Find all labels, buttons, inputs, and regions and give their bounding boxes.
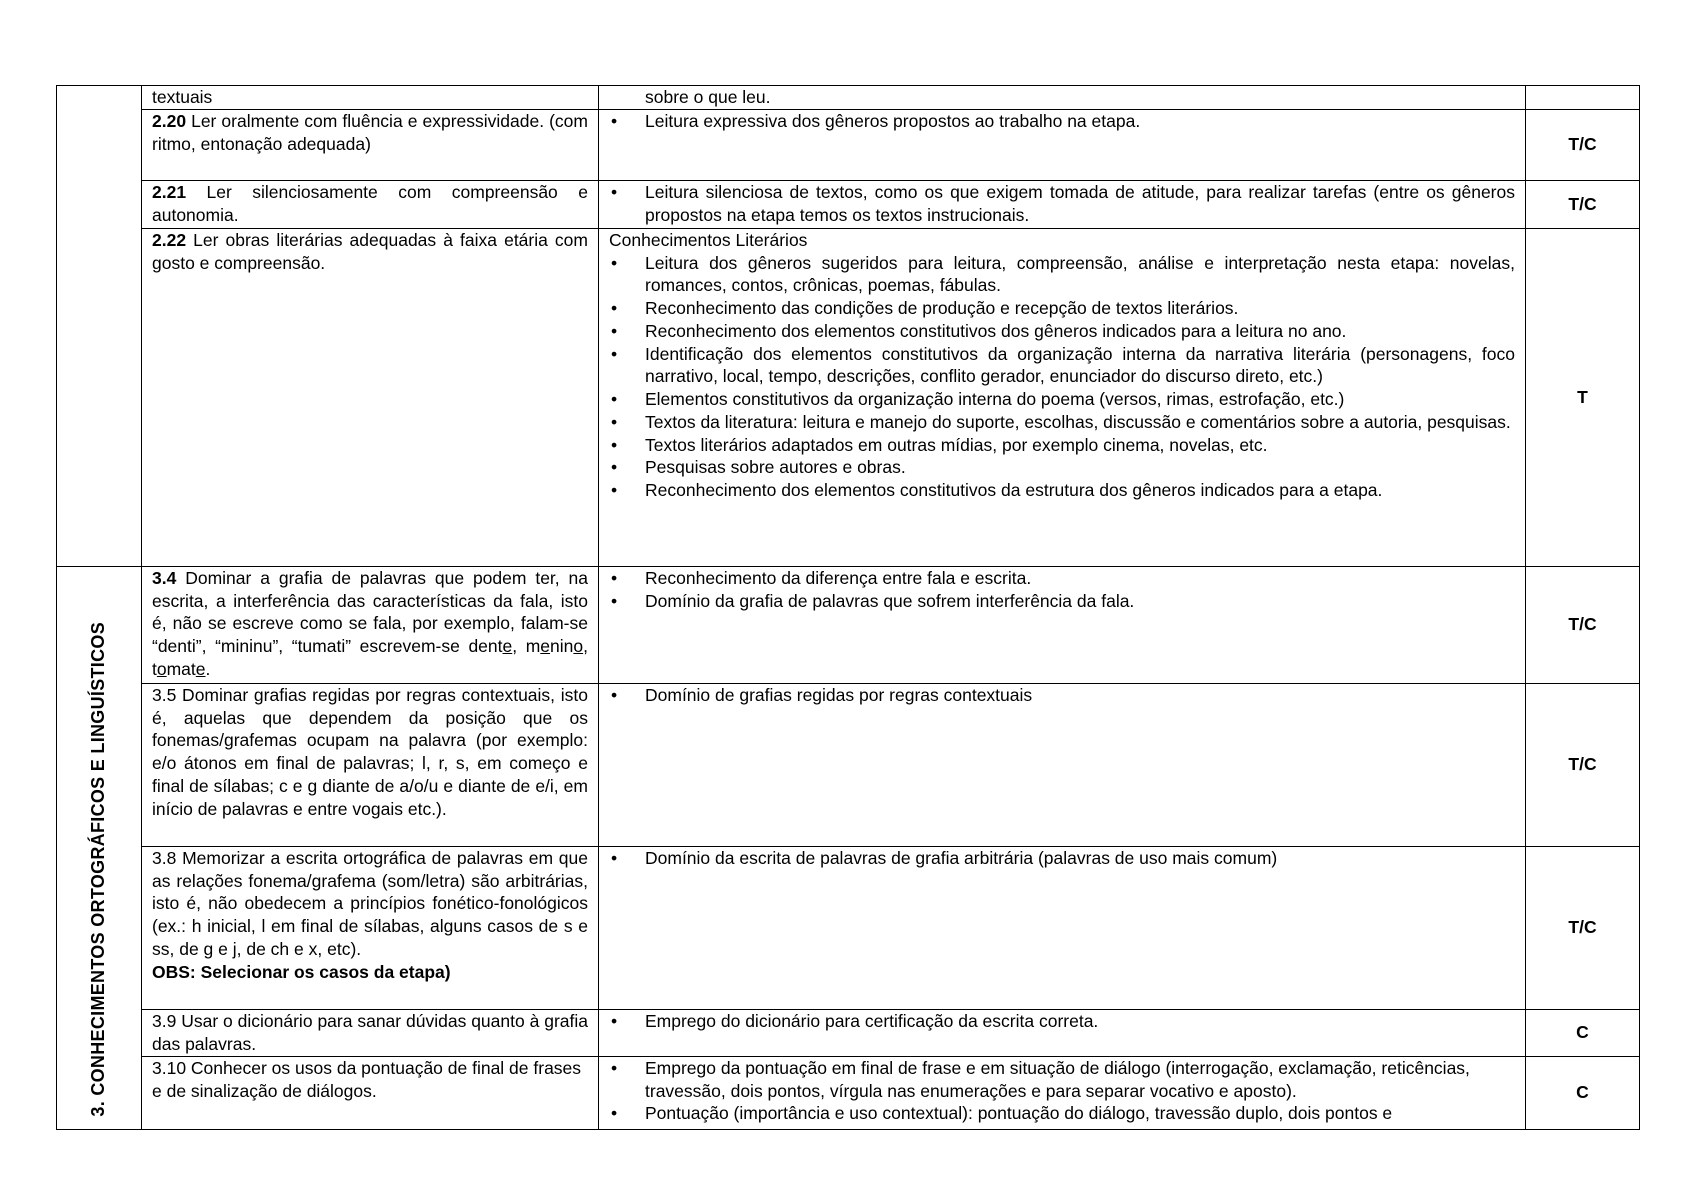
knowledge-cell [599, 228, 1526, 566]
ability-cell [142, 1009, 599, 1056]
level-cell [1526, 683, 1640, 846]
list-item: • Domínio da grafia de palavras que sofrem interferência da fala. [609, 590, 1515, 613]
knowledge-cell [599, 566, 1526, 683]
ability-cell [142, 86, 599, 110]
table-row [57, 846, 1640, 1009]
curriculum-table [56, 85, 1640, 1130]
list-item: • Domínio de grafias regidas por regras contextuais [609, 684, 1515, 707]
knowledge-list [609, 847, 1515, 870]
level-cell [1526, 109, 1640, 180]
list-item: • Identificação dos elementos constitutivos da organização interna da narrativa literária (personagens, foco narrativo, local, tempo, descrições, conflito gerador, enunciador do discurso direto, etc.) [609, 343, 1515, 389]
list-item: • Textos literários adaptados em outras mídias, por exemplo cinema, novelas, etc. [609, 434, 1515, 457]
level-cell [1526, 1056, 1640, 1129]
level-text: T/C [1568, 754, 1597, 775]
list-item: • Elementos constitutivos da organização interna do poema (versos, rimas, estrofação, etc.) [609, 388, 1515, 411]
underlined-letter: o [573, 636, 584, 656]
knowledge-list [609, 252, 1515, 502]
list-item: • Emprego da pontuação em final de frase e em situação de diálogo (interrogação, exclamação, reticências, travessão, dois pontos, vírgula nas enumerações e para separar vocativo e aposto). [609, 1057, 1515, 1103]
ability-text: 3.9 Usar o dicionário para sanar dúvidas quanto à grafia das palavras. [152, 1010, 588, 1054]
ability-cell [142, 683, 599, 846]
section-label: 3. CONHECIMENTOS ORTOGRÁFICOS E LINGUÍSTICOS [88, 622, 109, 1117]
list-item: • Emprego do dicionário para certificação da escrita correta. [609, 1010, 1515, 1033]
knowledge-cell [599, 683, 1526, 846]
word-fragment: dent [468, 636, 503, 656]
ability-cell [142, 228, 599, 566]
word-fragment: , t [152, 636, 588, 679]
ability-text: 3.5 Dominar grafias regidas por regras contextuais, isto é, aquelas que dependem da posição que os fonemas/grafemas ocupam na palavra (por exemplo: e/o átonos em final de palavras; l, r, s, em começo e final de sílabas; c e g diante de a/o/u e diante de e/i, em início de palavras e entre vogais etc.). [152, 684, 588, 819]
level-text: T/C [1568, 193, 1597, 214]
knowledge-list [609, 181, 1515, 227]
table-row [57, 683, 1640, 846]
table-row [57, 180, 1640, 228]
list-item: • Reconhecimento dos elementos constitutivos dos gêneros indicados para a leitura no ano. [609, 320, 1515, 343]
table-row [57, 228, 1640, 566]
table-row [57, 1056, 1640, 1129]
level-text: T/C [1568, 614, 1597, 635]
word-fragment: mat [166, 658, 196, 679]
obs-note: OBS: Selecionar os casos da etapa) [152, 961, 451, 982]
level-cell [1526, 228, 1640, 566]
list-item: • Textos da literatura: leitura e manejo do suporte, escolhas, discussão e comentários sobre a autoria, pesquisas. [609, 411, 1515, 434]
underlined-letter: e [502, 636, 513, 656]
section-label-cell [57, 566, 142, 1129]
level-text: C [1576, 1022, 1589, 1043]
ability-text: 3.8 Memorizar a escrita ortográfica de palavras em que as relações fonema/grafema (som/letra) são arbitrárias, isto é, não obedecem a princípios fonético-fonológicos (ex.: h inicial, l em final de sílabas, alguns casos de s e ss, de g e j, de ch e x, etc). [152, 847, 588, 959]
knowledge-cell [599, 846, 1526, 1009]
list-item: • Pesquisas sobre autores e obras. [609, 456, 1515, 479]
list-item: • Leitura silenciosa de textos, como os que exigem tomada de atitude, para realizar tarefas (entre os gêneros propostos na etapa temos os textos instrucionais. [609, 181, 1515, 227]
ability-cell [142, 1056, 599, 1129]
underlined-letter: o [156, 658, 167, 679]
knowledge-cell [599, 1009, 1526, 1056]
table-row [57, 109, 1640, 180]
list-item: • Reconhecimento dos elementos constitutivos da estrutura dos gêneros indicados para a etapa. [609, 479, 1515, 502]
knowledge-list [609, 1010, 1515, 1033]
level-cell [1526, 1009, 1640, 1056]
word-fragment: . [205, 658, 211, 679]
list-item: • Leitura expressiva dos gêneros propostos ao trabalho na etapa. [609, 110, 1515, 133]
ability-cell [142, 180, 599, 228]
section-cell-empty [57, 86, 142, 567]
underlined-letter: e [195, 658, 206, 679]
ability-code: 2.22 [152, 229, 187, 250]
ability-text: textuais [152, 87, 213, 107]
ability-code: 2.21 [152, 181, 187, 202]
level-cell [1526, 86, 1640, 110]
ability-cell [142, 566, 599, 683]
knowledge-list [609, 110, 1515, 133]
knowledge-list [609, 567, 1515, 613]
ability-text: Ler silenciosamente com compreensão e autonomia. [152, 181, 588, 225]
level-cell [1526, 846, 1640, 1009]
knowledge-cell [599, 109, 1526, 180]
ability-cell [142, 109, 599, 180]
ability-text: Ler oralmente com fluência e expressividade. (com ritmo, entonação adequada) [152, 110, 588, 154]
list-item: • Reconhecimento da diferença entre fala e escrita. [609, 567, 1515, 590]
word-fragment: nin [550, 636, 574, 656]
knowledge-text: sobre o que leu. [645, 87, 771, 107]
list-item: • Leitura dos gêneros sugeridos para leitura, compreensão, análise e interpretação nesta etapa: novelas, romances, contos, crônicas, poemas, fábulas. [609, 252, 1515, 298]
list-item: • Pontuação (importância e uso contextual): pontuação do diálogo, travessão duplo, dois pontos e [609, 1102, 1515, 1125]
knowledge-heading: Conhecimentos Literários [609, 229, 808, 250]
level-text: T [1577, 386, 1588, 407]
level-cell [1526, 566, 1640, 683]
table-row [57, 566, 1640, 683]
level-text: T/C [1568, 917, 1597, 938]
knowledge-cell [599, 1056, 1526, 1129]
knowledge-list [609, 684, 1515, 707]
knowledge-list [609, 1057, 1515, 1125]
word-fragment: , m [512, 636, 541, 656]
table-row [57, 1009, 1640, 1056]
level-text: C [1576, 1082, 1589, 1103]
level-text: T/C [1568, 134, 1597, 155]
ability-text: 3.10 Conhecer os usos da pontuação de final de frases e de sinalização de diálogos. [152, 1057, 582, 1101]
ability-cell [142, 846, 599, 1009]
level-cell [1526, 180, 1640, 228]
underlined-letter: e [540, 636, 551, 656]
list-item: • Reconhecimento das condições de produção e recepção de textos literários. [609, 297, 1515, 320]
table-row [57, 86, 1640, 110]
ability-text: Dominar a grafia de palavras que podem ter, na escrita, a interferência das características da fala, isto é, não se escreve como se fala, por exemplo, falam-se “denti”, “mininu”, “tumati” escrevem-se [152, 567, 588, 656]
ability-code: 2.20 [152, 110, 187, 131]
knowledge-cell [599, 86, 1526, 110]
ability-text: Ler obras literárias adequadas à faixa etária com gosto e compreensão. [152, 229, 588, 273]
ability-code: 3.4 [152, 567, 177, 588]
knowledge-cell [599, 180, 1526, 228]
list-item: • Domínio da escrita de palavras de grafia arbitrária (palavras de uso mais comum) [609, 847, 1515, 870]
